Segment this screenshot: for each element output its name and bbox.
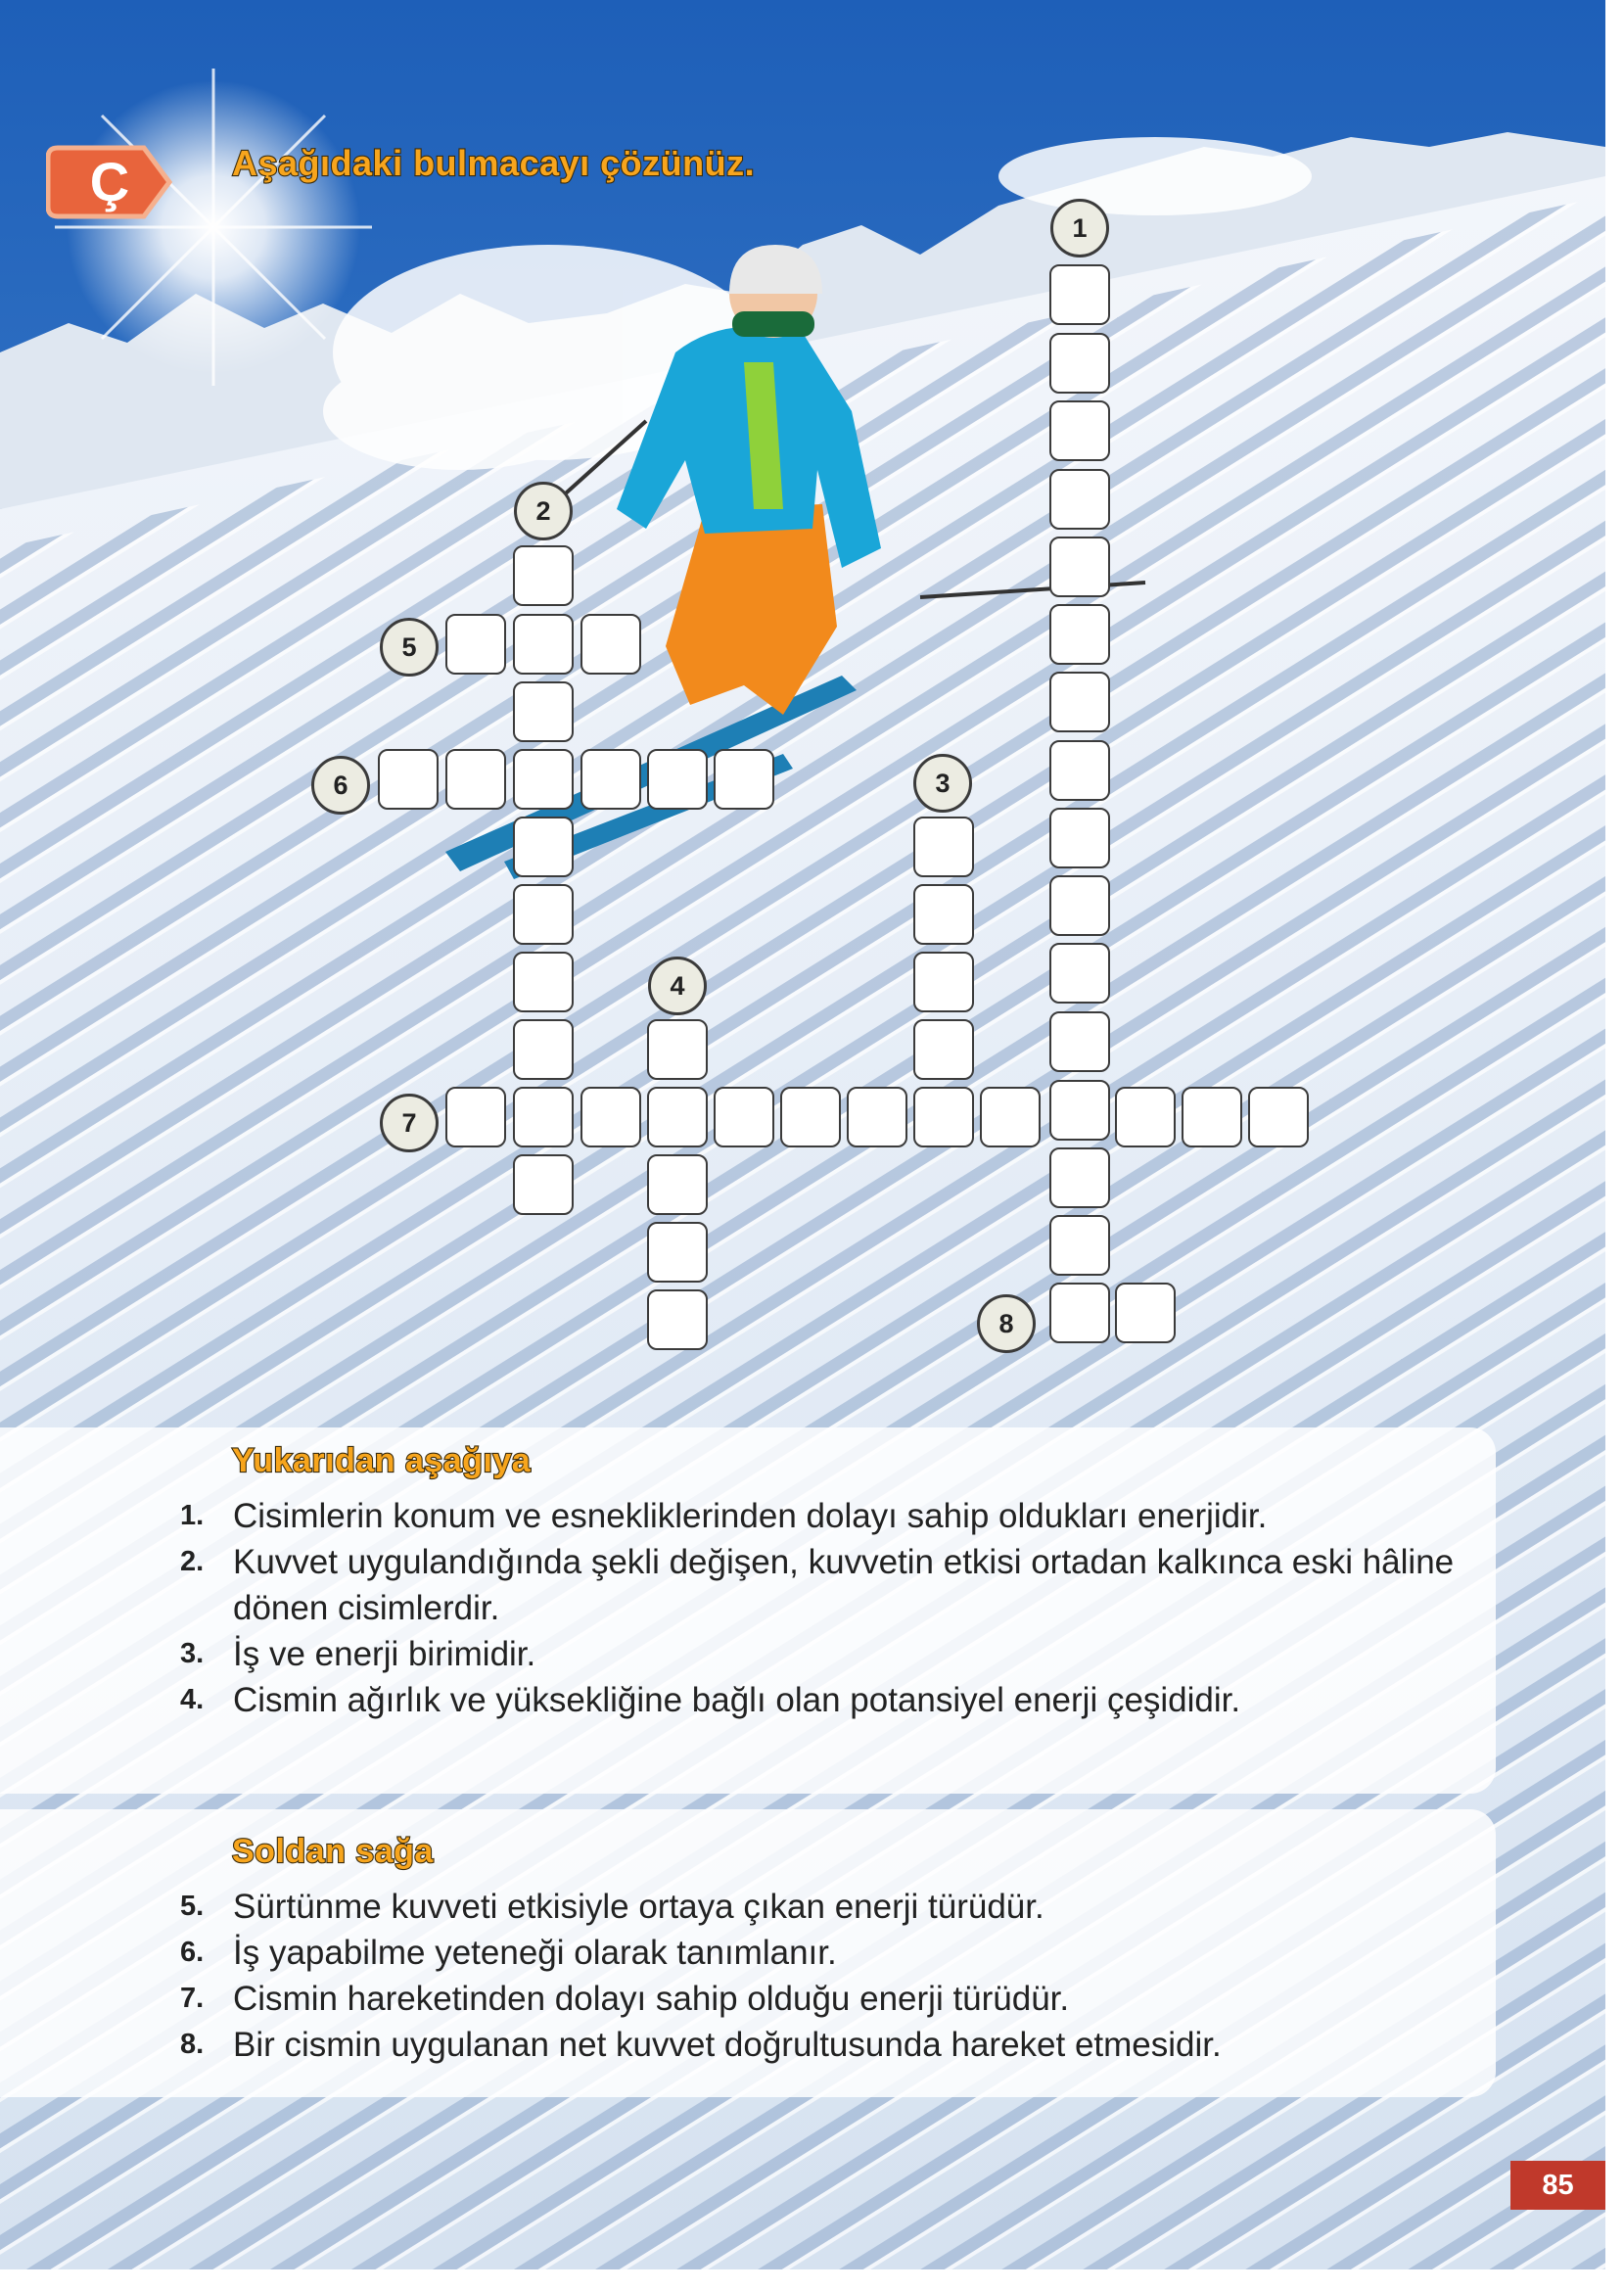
clue-number-4: 4 — [648, 957, 707, 1015]
crossword-cell[interactable] — [847, 1087, 907, 1147]
crossword-cell[interactable] — [913, 952, 974, 1012]
crossword-cell[interactable] — [913, 884, 974, 945]
clue-item-number: 8. — [180, 2029, 205, 2060]
clues-across-list — [178, 1884, 1480, 2068]
clues-across-heading: Soldan sağa — [232, 1833, 434, 1870]
clue-item-number: 3. — [180, 1638, 205, 1669]
clue-item-number: 2. — [180, 1546, 205, 1577]
crossword-cell[interactable] — [1049, 875, 1110, 936]
crossword-cell[interactable] — [580, 1087, 641, 1147]
crossword-cell[interactable] — [647, 749, 708, 810]
clue-item-text: Kuvvet uygulandığında şekli değişen, kuvvetin etkisi ortadan kalkınca eski hâline dönen cisimlerdir. — [233, 1543, 1455, 1627]
clue-number-7: 7 — [380, 1094, 439, 1152]
crossword-cell[interactable] — [1049, 943, 1110, 1004]
clue-item — [178, 2022, 1480, 2068]
clue-number-2: 2 — [514, 482, 573, 540]
crossword-cell[interactable] — [513, 749, 574, 810]
clue-item-text: Cisimlerin konum ve esnekliklerinden dolayı sahip oldukları enerjidir. — [233, 1497, 1268, 1535]
clue-item-number: 1. — [180, 1500, 205, 1531]
crossword-cell[interactable] — [513, 1019, 574, 1080]
crossword-cell[interactable] — [647, 1222, 708, 1283]
crossword-cell[interactable] — [513, 884, 574, 945]
crossword-cell[interactable] — [580, 749, 641, 810]
clue-item-number: 6. — [180, 1937, 205, 1968]
clue-number-8: 8 — [977, 1294, 1036, 1353]
crossword-cell[interactable] — [1049, 808, 1110, 868]
crossword-cell[interactable] — [1049, 1080, 1110, 1141]
exercise-letter: Ç — [89, 151, 130, 212]
clue-item — [178, 1539, 1480, 1631]
clues-down-list — [178, 1493, 1480, 1723]
crossword-cell[interactable] — [1049, 672, 1110, 732]
crossword-cell[interactable] — [1049, 1147, 1110, 1208]
exercise-instruction: Aşağıdaki bulmacayı çözünüz. — [232, 143, 756, 183]
crossword-cell[interactable] — [780, 1087, 841, 1147]
crossword-cell[interactable] — [714, 749, 774, 810]
crossword-cell[interactable] — [1049, 1215, 1110, 1276]
crossword-cell[interactable] — [714, 1087, 774, 1147]
crossword-cell[interactable] — [647, 1019, 708, 1080]
crossword-cell[interactable] — [1049, 400, 1110, 461]
clue-item-text: İş yapabilme yeteneği olarak tanımlanır. — [233, 1934, 837, 1972]
crossword-cell[interactable] — [445, 1087, 506, 1147]
crossword-cell[interactable] — [513, 952, 574, 1012]
clue-number-3: 3 — [913, 754, 972, 813]
crossword-cell[interactable] — [647, 1087, 708, 1147]
crossword-cell[interactable] — [1248, 1087, 1309, 1147]
crossword-cell[interactable] — [513, 614, 574, 675]
crossword-cell[interactable] — [1049, 264, 1110, 325]
clue-number-6: 6 — [311, 756, 370, 815]
clue-item — [178, 1884, 1480, 1930]
crossword-cell[interactable] — [1115, 1087, 1176, 1147]
clue-item-text: Cismin hareketinden dolayı sahip olduğu enerji türüdür. — [233, 1980, 1070, 2018]
crossword-cell[interactable] — [1049, 740, 1110, 801]
clue-item — [178, 1976, 1480, 2022]
crossword-cell[interactable] — [513, 1087, 574, 1147]
crossword-cell[interactable] — [913, 1087, 974, 1147]
clue-item — [178, 1631, 1480, 1677]
crossword-cell[interactable] — [1049, 333, 1110, 394]
clues-down-heading: Yukarıdan aşağıya — [232, 1442, 532, 1479]
clue-item — [178, 1930, 1480, 1976]
clue-item-number: 4. — [180, 1684, 205, 1715]
clue-item-number: 5. — [180, 1891, 205, 1922]
clue-item-text: İş ve enerji birimidir. — [233, 1635, 536, 1673]
crossword-cell[interactable] — [378, 749, 439, 810]
crossword-cell[interactable] — [445, 614, 506, 675]
crossword-cell[interactable] — [1182, 1087, 1242, 1147]
crossword-cell[interactable] — [1049, 1283, 1110, 1343]
crossword-cell[interactable] — [1049, 469, 1110, 530]
crossword-cell[interactable] — [513, 1154, 574, 1215]
page-number: 85 — [1510, 2161, 1605, 2210]
clue-item-text: Bir cismin uygulanan net kuvvet doğrultusunda hareket etmesidir. — [233, 2026, 1222, 2064]
clue-item-text: Sürtünme kuvveti etkisiyle ortaya çıkan enerji türüdür. — [233, 1888, 1044, 1926]
clue-number-5: 5 — [380, 618, 439, 677]
clue-item-text: Cismin ağırlık ve yüksekliğine bağlı olan potansiyel enerji çeşididir. — [233, 1681, 1241, 1719]
clue-item — [178, 1677, 1480, 1723]
crossword-cell[interactable] — [1115, 1283, 1176, 1343]
crossword-cell[interactable] — [980, 1087, 1041, 1147]
crossword-cell[interactable] — [913, 1019, 974, 1080]
crossword-cell[interactable] — [513, 681, 574, 742]
crossword-cell[interactable] — [513, 817, 574, 877]
clue-number-1: 1 — [1050, 199, 1109, 257]
crossword-cell[interactable] — [647, 1289, 708, 1350]
crossword-cell[interactable] — [513, 545, 574, 606]
crossword-cell[interactable] — [913, 817, 974, 877]
crossword-cell[interactable] — [1049, 604, 1110, 665]
crossword-cell[interactable] — [580, 614, 641, 675]
crossword-cell[interactable] — [1049, 537, 1110, 597]
clue-item — [178, 1493, 1480, 1539]
crossword-cell[interactable] — [1049, 1011, 1110, 1072]
clue-item-number: 7. — [180, 1983, 205, 2014]
crossword-cell[interactable] — [647, 1154, 708, 1215]
crossword-cell[interactable] — [445, 749, 506, 810]
